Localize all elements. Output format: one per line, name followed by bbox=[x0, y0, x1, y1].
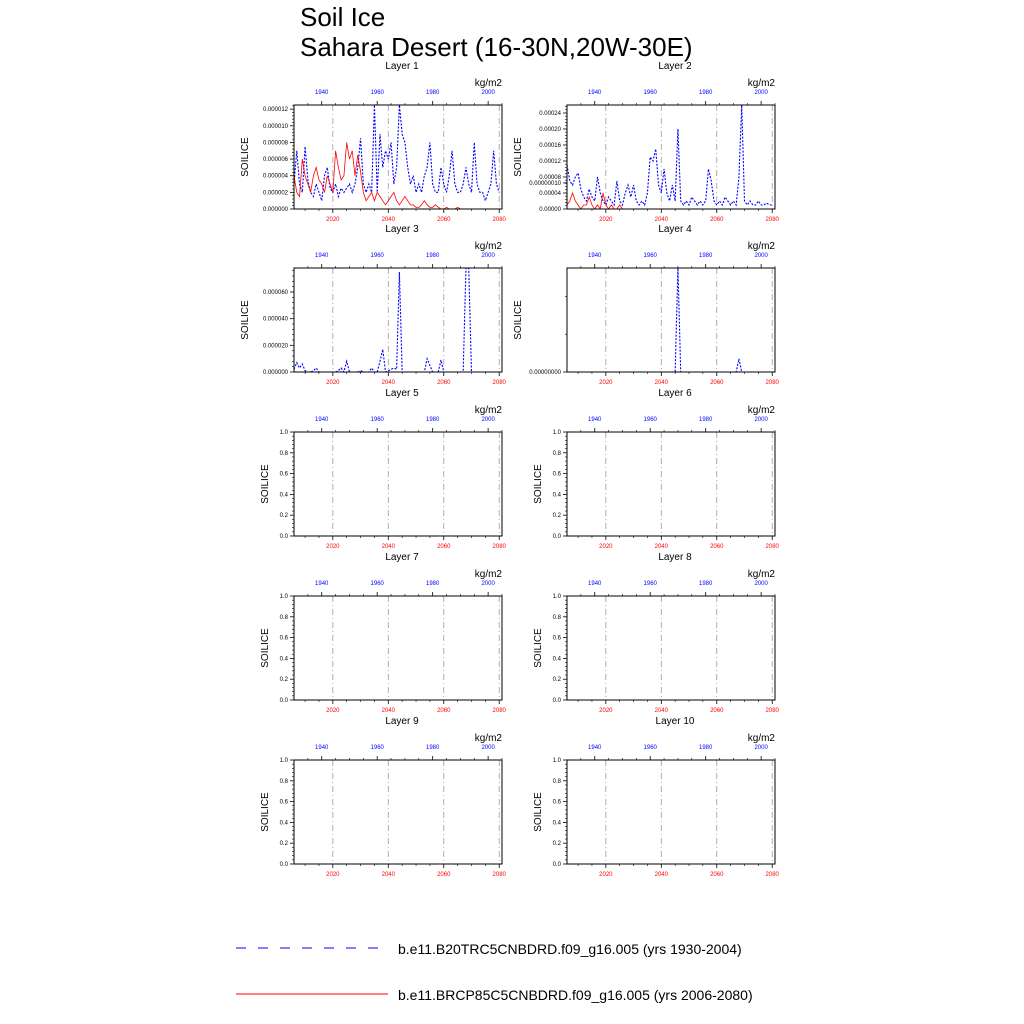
panel-layer-2 bbox=[513, 61, 780, 223]
x-bottom-tick-label: 2080 bbox=[492, 217, 506, 223]
panel-layer-10 bbox=[533, 716, 780, 878]
x-top-tick-label: 1940 bbox=[588, 581, 602, 587]
x-top-tick-label: 1980 bbox=[425, 90, 440, 96]
plot-frame bbox=[294, 432, 502, 536]
series-line-historical bbox=[567, 268, 772, 372]
x-top-tick-label: 1940 bbox=[588, 745, 602, 751]
y-tick-label: 0.0 bbox=[552, 534, 561, 540]
panel-layer-6 bbox=[533, 388, 780, 550]
series-line-historical bbox=[294, 105, 499, 201]
x-bottom-tick-label: 2060 bbox=[437, 544, 451, 550]
panel-title: Layer 6 bbox=[658, 388, 692, 399]
x-top-tick-label: 1980 bbox=[425, 417, 440, 423]
x-top-tick-label: 2000 bbox=[754, 581, 768, 587]
y-axis-label: SOILICE bbox=[260, 464, 271, 504]
panel-title: Layer 2 bbox=[658, 61, 692, 72]
y-tick-label: 0.00024 bbox=[539, 111, 561, 117]
series-line-historical bbox=[567, 105, 772, 205]
x-bottom-tick-label: 2020 bbox=[326, 544, 340, 550]
y-tick-label: 0.000060 bbox=[262, 290, 288, 296]
x-top-tick-label: 1980 bbox=[425, 745, 440, 751]
y-tick-label: 0.4 bbox=[279, 656, 288, 663]
panel-title: Layer 9 bbox=[385, 716, 419, 727]
x-bottom-tick-label: 2080 bbox=[765, 217, 779, 223]
y-tick-label: 0.00012 bbox=[539, 159, 561, 165]
y-tick-label: 0.00000010 bbox=[529, 180, 561, 187]
panel-layer-9 bbox=[260, 716, 507, 878]
y-axis-label: SOILICE bbox=[260, 628, 271, 668]
x-bottom-tick-label: 2040 bbox=[381, 544, 395, 550]
x-bottom-tick-label: 2080 bbox=[492, 708, 506, 714]
figure-subtitle: Sahara Desert (16-30N,20W-30E) bbox=[300, 32, 693, 62]
x-bottom-tick-label: 2060 bbox=[437, 872, 451, 878]
units-label: kg/m2 bbox=[474, 405, 502, 416]
y-tick-label: 0.8 bbox=[279, 614, 288, 621]
x-bottom-tick-label: 2020 bbox=[326, 708, 340, 714]
y-tick-label: 0.000002 bbox=[262, 190, 288, 197]
x-bottom-tick-label: 2040 bbox=[381, 708, 395, 714]
y-tick-label: 0.4 bbox=[279, 492, 288, 499]
y-tick-label: 0.6 bbox=[279, 471, 288, 478]
x-top-tick-label: 1940 bbox=[588, 253, 602, 259]
x-bottom-tick-label: 2080 bbox=[765, 380, 779, 386]
y-axis-label: SOILICE bbox=[260, 792, 271, 832]
plot-frame bbox=[567, 432, 775, 536]
x-bottom-tick-label: 2080 bbox=[492, 380, 506, 386]
x-top-tick-label: 1940 bbox=[315, 581, 329, 587]
x-bottom-tick-label: 2060 bbox=[437, 217, 451, 223]
y-tick-label: 0.000008 bbox=[262, 140, 288, 147]
panel-title: Layer 8 bbox=[658, 552, 692, 563]
y-axis-label: SOILICE bbox=[533, 792, 544, 832]
x-top-tick-label: 1960 bbox=[643, 581, 657, 587]
y-tick-label: 0.4 bbox=[552, 656, 561, 663]
x-bottom-tick-label: 2020 bbox=[599, 544, 613, 550]
x-top-tick-label: 2000 bbox=[481, 745, 495, 751]
y-tick-label: 0.6 bbox=[552, 635, 561, 642]
plot-frame bbox=[294, 596, 502, 700]
y-tick-label: 0.000020 bbox=[262, 343, 288, 350]
panel-layer-1 bbox=[240, 61, 507, 223]
y-tick-label: 0.2 bbox=[552, 677, 561, 684]
y-axis-label: SOILICE bbox=[533, 464, 544, 504]
y-tick-label: 0.000004 bbox=[262, 173, 288, 180]
units-label: kg/m2 bbox=[747, 241, 775, 252]
x-top-tick-label: 1980 bbox=[698, 90, 713, 96]
y-tick-label: 0.0 bbox=[552, 698, 561, 704]
units-label: kg/m2 bbox=[747, 733, 775, 744]
x-bottom-tick-label: 2060 bbox=[710, 708, 724, 714]
x-top-tick-label: 1940 bbox=[588, 90, 602, 96]
panel-layer-3 bbox=[240, 224, 507, 386]
x-bottom-tick-label: 2020 bbox=[599, 380, 613, 386]
x-bottom-tick-label: 2060 bbox=[437, 380, 451, 386]
panel-layer-7 bbox=[260, 552, 507, 714]
units-label: kg/m2 bbox=[474, 569, 502, 580]
x-top-tick-label: 1940 bbox=[588, 417, 602, 423]
y-tick-label: 0.00020 bbox=[539, 127, 561, 133]
panel-title: Layer 1 bbox=[385, 61, 419, 72]
panel-layer-8 bbox=[533, 552, 780, 714]
panel-title: Layer 4 bbox=[658, 224, 692, 235]
figure-title: Soil Ice bbox=[300, 2, 386, 32]
x-bottom-tick-label: 2040 bbox=[654, 544, 668, 550]
y-tick-label: 0.00000 bbox=[539, 207, 561, 213]
plot-frame bbox=[567, 760, 775, 864]
x-top-tick-label: 1980 bbox=[698, 745, 713, 751]
x-bottom-tick-label: 2080 bbox=[492, 872, 506, 878]
x-bottom-tick-label: 2040 bbox=[654, 708, 668, 714]
x-top-tick-label: 2000 bbox=[754, 417, 768, 423]
y-tick-label: 0.2 bbox=[279, 841, 288, 848]
y-tick-label: 0.0 bbox=[552, 862, 561, 868]
units-label: kg/m2 bbox=[747, 78, 775, 89]
x-top-tick-label: 1980 bbox=[698, 417, 713, 423]
x-bottom-tick-label: 2020 bbox=[326, 872, 340, 878]
y-tick-label: 0.0 bbox=[279, 534, 288, 540]
x-bottom-tick-label: 2080 bbox=[765, 544, 779, 550]
x-top-tick-label: 2000 bbox=[754, 90, 768, 96]
x-top-tick-label: 1960 bbox=[643, 745, 657, 751]
y-tick-label: 0.4 bbox=[552, 820, 561, 827]
y-tick-label: 0.8 bbox=[552, 450, 561, 457]
x-top-tick-label: 1940 bbox=[315, 417, 329, 423]
y-tick-label: 0.000040 bbox=[262, 316, 288, 323]
plot-frame bbox=[567, 268, 775, 372]
units-label: kg/m2 bbox=[474, 241, 502, 252]
y-tick-label: 0.00016 bbox=[539, 143, 561, 149]
x-bottom-tick-label: 2040 bbox=[654, 217, 668, 223]
x-top-tick-label: 1960 bbox=[370, 90, 384, 96]
y-tick-label: 1.0 bbox=[279, 430, 288, 436]
plot-frame bbox=[567, 596, 775, 700]
x-bottom-tick-label: 2080 bbox=[765, 708, 779, 714]
x-top-tick-label: 1960 bbox=[370, 253, 384, 259]
x-top-tick-label: 1980 bbox=[425, 581, 440, 587]
y-tick-label: 1.0 bbox=[552, 758, 561, 764]
x-bottom-tick-label: 2020 bbox=[326, 217, 340, 223]
x-top-tick-label: 2000 bbox=[754, 253, 768, 259]
y-tick-label: 0.6 bbox=[552, 799, 561, 806]
y-tick-label: 1.0 bbox=[279, 594, 288, 600]
x-top-tick-label: 1980 bbox=[698, 581, 713, 587]
y-tick-label: 0.0 bbox=[279, 862, 288, 868]
y-tick-label: 1.0 bbox=[279, 758, 288, 764]
y-tick-label: 0.4 bbox=[279, 820, 288, 827]
x-top-tick-label: 1960 bbox=[370, 581, 384, 587]
x-top-tick-label: 1960 bbox=[643, 90, 657, 96]
y-tick-label: 0.00000000 bbox=[529, 370, 561, 376]
x-bottom-tick-label: 2040 bbox=[654, 872, 668, 878]
x-bottom-tick-label: 2060 bbox=[710, 544, 724, 550]
x-top-tick-label: 1940 bbox=[315, 745, 329, 751]
panel-title: Layer 5 bbox=[385, 388, 419, 399]
x-bottom-tick-label: 2040 bbox=[381, 217, 395, 223]
legend-label-future: b.e11.BRCP85C5CNBDRD.f09_g16.005 (yrs 2006-2080) bbox=[398, 987, 753, 1003]
plot-frame bbox=[294, 105, 502, 209]
legend-label-historical: b.e11.B20TRC5CNBDRD.f09_g16.005 (yrs 1930-2004) bbox=[398, 941, 742, 957]
x-bottom-tick-label: 2060 bbox=[437, 708, 451, 714]
x-top-tick-label: 2000 bbox=[481, 581, 495, 587]
x-bottom-tick-label: 2060 bbox=[710, 380, 724, 386]
y-axis-label: SOILICE bbox=[533, 628, 544, 668]
y-tick-label: 0.000012 bbox=[262, 107, 288, 114]
x-top-tick-label: 1940 bbox=[315, 253, 329, 259]
x-bottom-tick-label: 2020 bbox=[326, 380, 340, 386]
y-tick-label: 1.0 bbox=[552, 594, 561, 600]
y-tick-label: 0.2 bbox=[279, 677, 288, 684]
y-tick-label: 0.000000 bbox=[262, 370, 288, 376]
panel-title: Layer 7 bbox=[385, 552, 419, 563]
y-tick-label: 0.00004 bbox=[539, 191, 561, 197]
plot-frame bbox=[294, 760, 502, 864]
panel-layer-5 bbox=[260, 388, 507, 550]
x-bottom-tick-label: 2080 bbox=[492, 544, 506, 550]
y-tick-label: 0.2 bbox=[552, 841, 561, 848]
y-tick-label: 0.8 bbox=[279, 778, 288, 785]
y-tick-label: 0.2 bbox=[552, 513, 561, 520]
panel-title: Layer 10 bbox=[655, 716, 695, 727]
y-tick-label: 0.6 bbox=[552, 471, 561, 478]
series-line-future bbox=[567, 193, 772, 209]
x-bottom-tick-label: 2020 bbox=[599, 708, 613, 714]
y-axis-label: SOILICE bbox=[513, 137, 524, 177]
y-axis-label: SOILICE bbox=[240, 137, 251, 177]
x-top-tick-label: 2000 bbox=[481, 90, 495, 96]
x-bottom-tick-label: 2020 bbox=[599, 217, 613, 223]
units-label: kg/m2 bbox=[474, 733, 502, 744]
y-tick-label: 0.2 bbox=[279, 513, 288, 520]
x-bottom-tick-label: 2040 bbox=[654, 380, 668, 386]
y-tick-label: 0.00008 bbox=[539, 175, 561, 181]
x-top-tick-label: 2000 bbox=[481, 253, 495, 259]
y-axis-label: SOILICE bbox=[240, 300, 251, 340]
y-tick-label: 0.6 bbox=[279, 635, 288, 642]
y-tick-label: 0.000006 bbox=[262, 157, 288, 164]
x-top-tick-label: 1960 bbox=[370, 745, 384, 751]
y-tick-label: 0.8 bbox=[552, 614, 561, 621]
x-bottom-tick-label: 2060 bbox=[710, 217, 724, 223]
units-label: kg/m2 bbox=[747, 569, 775, 580]
y-tick-label: 0.000010 bbox=[262, 123, 288, 130]
y-tick-label: 0.6 bbox=[279, 799, 288, 806]
y-tick-label: 0.8 bbox=[279, 450, 288, 457]
y-tick-label: 0.0 bbox=[279, 698, 288, 704]
x-bottom-tick-label: 2040 bbox=[381, 380, 395, 386]
y-axis-label: SOILICE bbox=[513, 300, 524, 340]
x-top-tick-label: 1940 bbox=[315, 90, 329, 96]
y-tick-label: 0.8 bbox=[552, 778, 561, 785]
x-top-tick-label: 1960 bbox=[370, 417, 384, 423]
units-label: kg/m2 bbox=[474, 78, 502, 89]
x-top-tick-label: 1960 bbox=[643, 417, 657, 423]
y-tick-label: 0.000000 bbox=[262, 207, 288, 213]
x-top-tick-label: 2000 bbox=[481, 417, 495, 423]
units-label: kg/m2 bbox=[747, 405, 775, 416]
series-line-historical bbox=[294, 268, 499, 372]
x-top-tick-label: 1960 bbox=[643, 253, 657, 259]
x-bottom-tick-label: 2040 bbox=[381, 872, 395, 878]
x-top-tick-label: 2000 bbox=[754, 745, 768, 751]
y-tick-label: 0.4 bbox=[552, 492, 561, 499]
x-bottom-tick-label: 2020 bbox=[599, 872, 613, 878]
x-bottom-tick-label: 2060 bbox=[710, 872, 724, 878]
x-top-tick-label: 1980 bbox=[698, 253, 713, 259]
x-top-tick-label: 1980 bbox=[425, 253, 440, 259]
y-tick-label: 1.0 bbox=[552, 430, 561, 436]
x-bottom-tick-label: 2080 bbox=[765, 872, 779, 878]
panel-title: Layer 3 bbox=[385, 224, 419, 235]
